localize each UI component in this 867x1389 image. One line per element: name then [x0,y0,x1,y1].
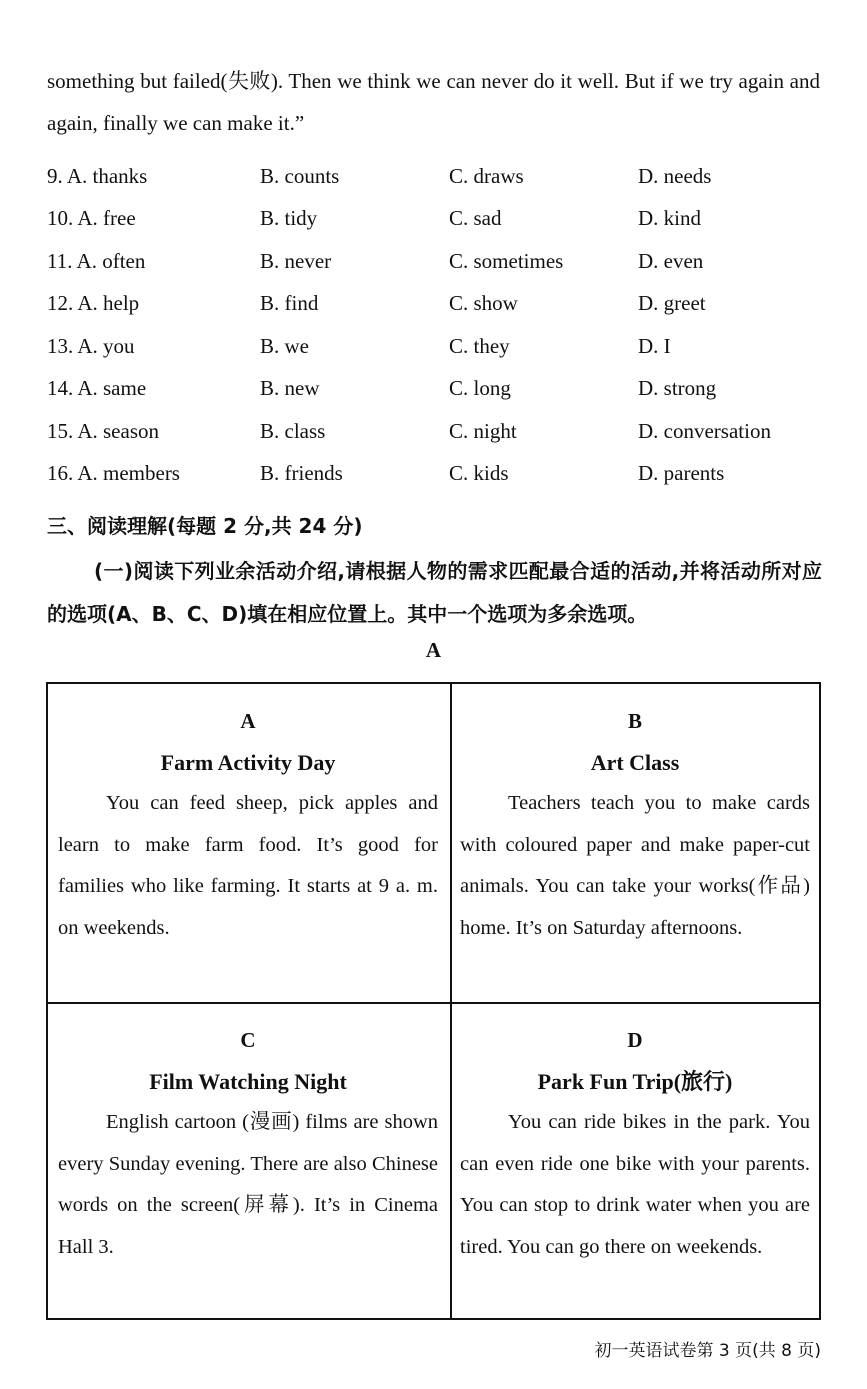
option-d: D. needs [638,164,712,188]
option-row-14 [47,376,827,418]
option-row-12 [47,291,827,333]
activity-letter: B [627,709,642,733]
option-a: 12. A. help [47,291,140,315]
activity-description: You can ride bikes in the park. You can even ride one bike with your parents. You can stop to drink water when you are tired. You can go there on weekends. [460,1111,810,1258]
activity-title: Park Fun Trip(旅行) [537,1069,733,1094]
option-row-15 [47,419,827,461]
option-a: 15. A. season [47,419,159,443]
option-a: 10. A. free [47,206,136,230]
option-b: B. tidy [260,206,318,230]
option-c: C. kids [449,461,509,485]
option-c: C. night [449,419,517,443]
page-footer: 初一英语试卷第 3 页(共 8 页) [594,1341,821,1361]
option-d: D. even [638,249,704,273]
option-b: B. we [260,334,309,358]
activity-cell-b [460,701,810,949]
option-row-9 [47,164,827,206]
option-a: 13. A. you [47,334,135,358]
option-d: D. conversation [638,419,771,443]
activity-cell-d [460,1020,810,1268]
option-d: D. I [638,334,671,358]
passage-label: A [425,638,442,662]
option-b: B. new [260,376,320,400]
activity-table [46,682,821,1320]
activity-description: You can feed sheep, pick apples and learn to make farm food. It’s good for families who like farming. It starts at 9 a. m. on weekends. [58,792,438,939]
option-d: D. strong [638,376,717,400]
option-row-16 [47,461,827,503]
option-b: B. never [260,249,332,273]
option-c: C. sometimes [449,249,564,273]
option-row-13 [47,334,827,376]
activity-letter: A [240,709,256,733]
option-a: 14. A. same [47,376,147,400]
activity-cell-a [58,701,438,949]
option-d: D. parents [638,461,725,485]
option-d: D. greet [638,291,706,315]
passage-ending: something but failed(失败). Then we think we can never do it well. But if we try again and again, finally we can make it.” [47,69,820,135]
activity-title: Farm Activity Day [160,750,336,775]
option-a: 11. A. often [47,249,146,273]
option-c: C. long [449,376,511,400]
table-divider-horizontal [48,1002,819,1004]
option-c: C. show [449,291,518,315]
activity-letter: D [627,1028,643,1052]
option-row-11 [47,249,827,291]
option-row-10 [47,206,827,248]
option-a: 16. A. members [47,461,180,485]
activity-cell-c [58,1020,438,1268]
activity-description: English cartoon (漫画) films are shown every Sunday evening. There are also Chinese words on the screen(屏幕). It’s in Cinema Hall 3. [58,1111,438,1258]
option-b: B. friends [260,461,343,485]
activity-letter: C [240,1028,256,1052]
option-a: 9. A. thanks [47,164,148,188]
option-c: C. they [449,334,510,358]
activity-title: Art Class [590,750,680,775]
option-d: D. kind [638,206,701,230]
section-title: 三、阅读理解(每题 2 分,共 24 分) [47,514,363,538]
option-b: B. counts [260,164,340,188]
option-c: C. draws [449,164,524,188]
option-b: B. class [260,419,326,443]
activity-title: Film Watching Night [149,1069,347,1094]
option-c: C. sad [449,206,502,230]
reading-instruction: (一)阅读下列业余活动介绍,请根据人物的需求匹配最合适的活动,并将活动所对应的选项(A、B、C、D)填在相应位置上。其中一个选项为多余选项。 [47,559,822,626]
option-b: B. find [260,291,319,315]
activity-description: Teachers teach you to make cards with coloured paper and make paper-cut animals. You can take your works(作品) home. It’s on Saturday afternoons. [460,792,810,939]
table-divider-vertical [450,684,452,1318]
